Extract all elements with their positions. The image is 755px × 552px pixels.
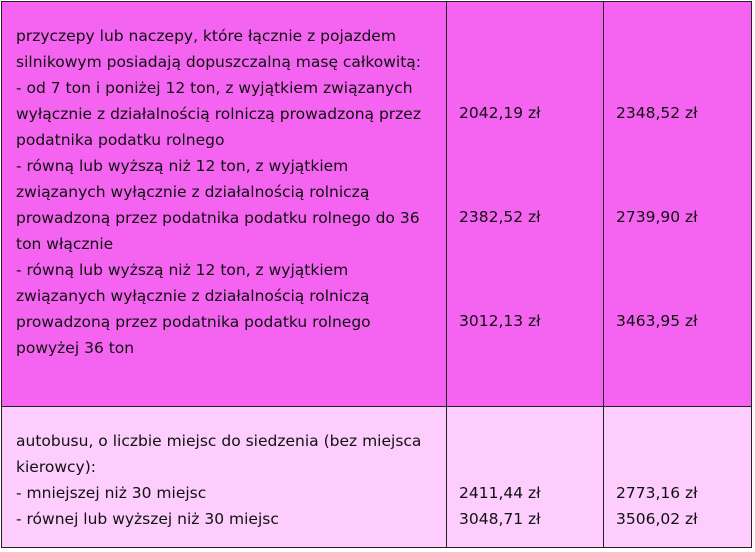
rate-value: 3048,71 zł — [459, 510, 541, 528]
table-row-trailers — [2, 2, 752, 407]
rate-cell — [447, 2, 604, 407]
rate-value: 3463,95 zł — [616, 312, 698, 330]
rate-cell — [604, 407, 752, 548]
category-item: - równą lub wyższą niż 12 ton, z wyjątkiem związanych wyłącznie z działalnością rolniczą prowadzoną przez podatnika podatku rolnego powyżej 36 ton — [16, 261, 371, 357]
rate-value: 2348,52 zł — [616, 104, 698, 122]
rate-value: 3506,02 zł — [616, 510, 698, 528]
rate-value: 2773,16 zł — [616, 484, 698, 502]
rate-value: 2411,44 zł — [459, 484, 541, 502]
rate-cell — [604, 2, 752, 407]
tax-rate-table — [1, 1, 752, 548]
rate-value: 2382,52 zł — [459, 208, 541, 226]
rate-value: 2739,90 zł — [616, 208, 698, 226]
category-item: - mniejszej niż 30 miejsc — [16, 484, 207, 502]
category-heading: autobusu, o liczbie miejsc do siedzenia (bez miejsca kierowcy): — [16, 432, 422, 476]
description-cell — [2, 407, 447, 548]
description-cell — [2, 2, 447, 407]
category-heading: przyczepy lub naczepy, które łącznie z pojazdem silnikowym posiadają dopuszczalną masę całkowitą: — [16, 27, 422, 71]
rate-value: 3012,13 zł — [459, 312, 541, 330]
rate-value: 2042,19 zł — [459, 104, 541, 122]
table-row-buses — [2, 407, 752, 548]
rate-cell — [447, 407, 604, 548]
category-item: - od 7 ton i poniżej 12 ton, z wyjątkiem związanych wyłącznie z działalnością rolniczą prowadzoną przez podatnika podatku rolnego — [16, 79, 421, 149]
category-item: - równej lub wyższej niż 30 miejsc — [16, 510, 279, 528]
category-item: - równą lub wyższą niż 12 ton, z wyjątkiem związanych wyłącznie z działalnością rolniczą prowadzoną przez podatnika podatku rolnego do 36 ton włącznie — [16, 157, 420, 253]
